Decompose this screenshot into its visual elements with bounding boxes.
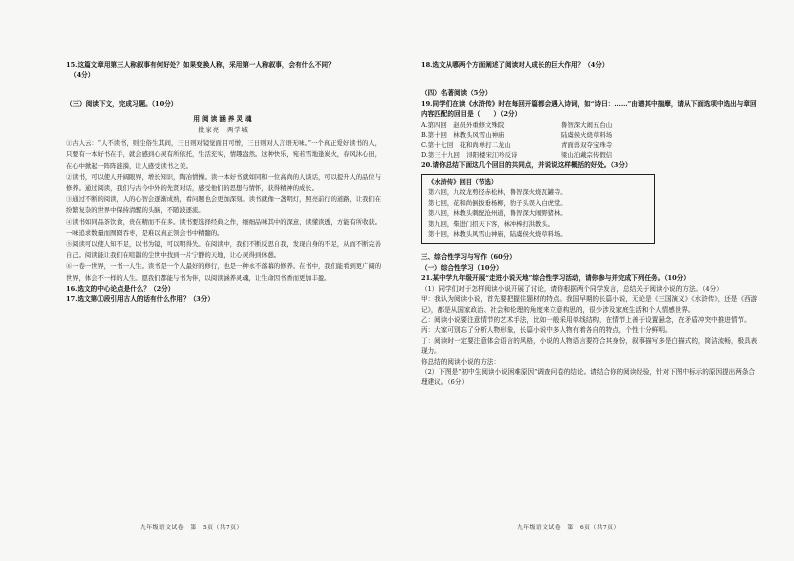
box-row: 第七回，花和尚倒拔垂杨柳，豹子头误入白虎堂。 <box>428 199 567 207</box>
box-row: 第十回，林教头风雪山神庙，陆虞侯火烧草料场。 <box>428 231 567 239</box>
essay-paragraph-1: ①古人云：“人不读书，则尘俗生其间，三日则对镜觉面目可憎，三日则对人言语无味。”一个真正爱好读书的人，只要有一本好书在手，就会感到心灵有所依托，生活充实，情趣盎然。这种快乐，宛若雪地逢炭火，春风沐心田，在心中掀起一阵阵涟漪，让人感受读书之美。 <box>66 140 381 170</box>
option-b: B.第十回 林教头风雪山神庙 陆虞侯火烧草料场 <box>421 130 613 139</box>
question-16: 16.选文的中心论点是什么？（2分） <box>66 284 175 293</box>
option-c: C.第十七回 花和尚单打二龙山 青面兽双夺宝珠寺 <box>421 140 613 149</box>
method-label: 你总结的阅读小说的方法： <box>421 357 501 366</box>
box-heading: 《水浒传》回目（节选） <box>428 179 498 187</box>
essay-paragraph-4: ④读书如同品茶饮食，贵在精而不在多。读书要选择经典之作，细细品味其中的深意，读懂读透，方能有所收获。一味追求数量而囫囵吞枣，是难以真正领会书中精髓的。 <box>66 218 381 237</box>
section-3-big-heading: 三、综合性学习与写作（60分） <box>421 253 516 262</box>
essay-author: 批家亮 两学城 <box>198 127 249 135</box>
task-2: （2）下图是“初中生阅读小说困难原因”调查问卷的结论。请结合你的阅读经验，针对下图中标示的原因提出两条合理建议。（6分） <box>421 367 756 387</box>
question-21: 21.某中学九年级开展“走进小说天地”综合性学习活动，请你参与并完成下列任务。（10分） <box>421 274 690 283</box>
page-footer-left: 九年级语文试卷 第 5页（共7页） <box>140 525 243 531</box>
essay-paragraph-2: ②读书，可以使人开阔眼界，增长知识，陶冶情操。读一本好书就如同和一位高尚的人谈话，可以提升人的品位与修养。通过阅读，我们与古今中外的先贤对话，感受他们的思想与情怀，获得精神的成长。 <box>66 173 381 193</box>
option-a: A.第四回 赵员外重修文殊院 鲁智深大闹五台山 <box>421 120 613 129</box>
essay-title: 用阅读涵养灵魂 <box>193 115 254 124</box>
essay-paragraph-5: ⑤阅读可以使人知不足，以书为镜，可以明得失。在阅读中，我们不断反思自我，发现自身的不足，从而不断完善自己。阅读能让我们在喧嚣的尘世中找到一片宁静的天地，让心灵得到休憩。 <box>66 241 381 260</box>
student-jia: 甲：我认为阅读小说，首先要把握住题材的特点。我国早期的长篇小说，无论是《三国演义》《水浒传》，还是《西游记》，都是从国家政治、社会和伦理的角度来立意构思的，很少涉及家庭生活和个人情感世界。 <box>421 295 758 314</box>
task-1: （1）同学们对于怎样阅读小说开展了讨论，请你根据两个同学发言，总结关于阅读小说的方法。（4分） <box>421 284 723 293</box>
option-d: D.第三十九回 浔阳楼宋江吟反诗 梁山泊戴宗传假信 <box>421 150 613 159</box>
question-15-score: （4分） <box>70 71 95 80</box>
student-bing: 丙：大家可别忘了分析人物形象，长篇小说中多人物有着各自的特点，个性十分鲜明。 <box>421 326 672 335</box>
chapter-titles-box <box>421 174 655 244</box>
essay-paragraph-3: ③通过不断的阅读，人的心智会逐渐成熟，看问题也会更加深刻。读书就像一盏明灯，照亮前行的道路，让我们在纷繁复杂的世界中保持清醒的头脑，不随波逐流。 <box>66 196 381 215</box>
box-row: 第九回，柴进门招天下客，林冲棒打洪教头。 <box>428 220 554 228</box>
page-footer-right: 九年级语文试卷 第 6页（共7页） <box>517 525 620 531</box>
section-sub-heading: （一）综合性学习（10分） <box>421 263 503 272</box>
student-yi: 乙：阅读小说要注意情节的艺术手法，比如一般采用单线结构，在情节上善于设置悬念，在矛盾冲突中推进情节。 <box>421 315 751 324</box>
box-row: 第六回，九纹龙剪径赤松林，鲁智深火烧瓦罐寺。 <box>428 189 567 197</box>
question-19: 19.同学们在读《水浒传》时在每回开篇都会遇入诗词，如“诗曰：……”由谱其中揣摩，请从下面选项中选出与章回内容匹配的回目是（ ）（2分） <box>421 99 757 119</box>
box-row: 第八回，林教头刺配沧州道，鲁智深大闹野猪林。 <box>428 210 567 218</box>
essay-paragraph-6: ⑥一卷一世界，一书一人生。读书是一个人最好的修行，也是一种永不落幕的修养。在书中，我们能看到更广阔的世界，体会不一样的人生。愿我们都能与书为伴，以阅读涵养灵魂，让生命因书香而更加丰盈。 <box>66 263 381 282</box>
section-3-heading: （三）阅读下文，完成习题。（10分） <box>66 99 178 108</box>
question-18: 18.选文从哪两个方面阐述了阅读对人成长的巨大作用？（4分） <box>421 61 609 69</box>
question-17: 17.选文第①段引用古人的话有什么作用？（3分） <box>66 295 214 304</box>
right-page <box>397 0 794 561</box>
section-4-heading: （四）名著阅读（5分） <box>421 89 492 98</box>
question-20: 20.请你总结下面这几个回目的共同点，并说说这样概括的好处。（3分） <box>421 160 632 169</box>
student-ding: 丁：阅读时一定要注意体会语言的风格，小说的人物语言要符合其身份，叙事描写多是白描式的，简洁流畅，极具表现力。 <box>421 336 758 356</box>
question-15: 15.这篇文章用第三人称叙事有何好处？如果变换人称，采用第一人称叙事，会有什么不同？ <box>66 61 335 69</box>
